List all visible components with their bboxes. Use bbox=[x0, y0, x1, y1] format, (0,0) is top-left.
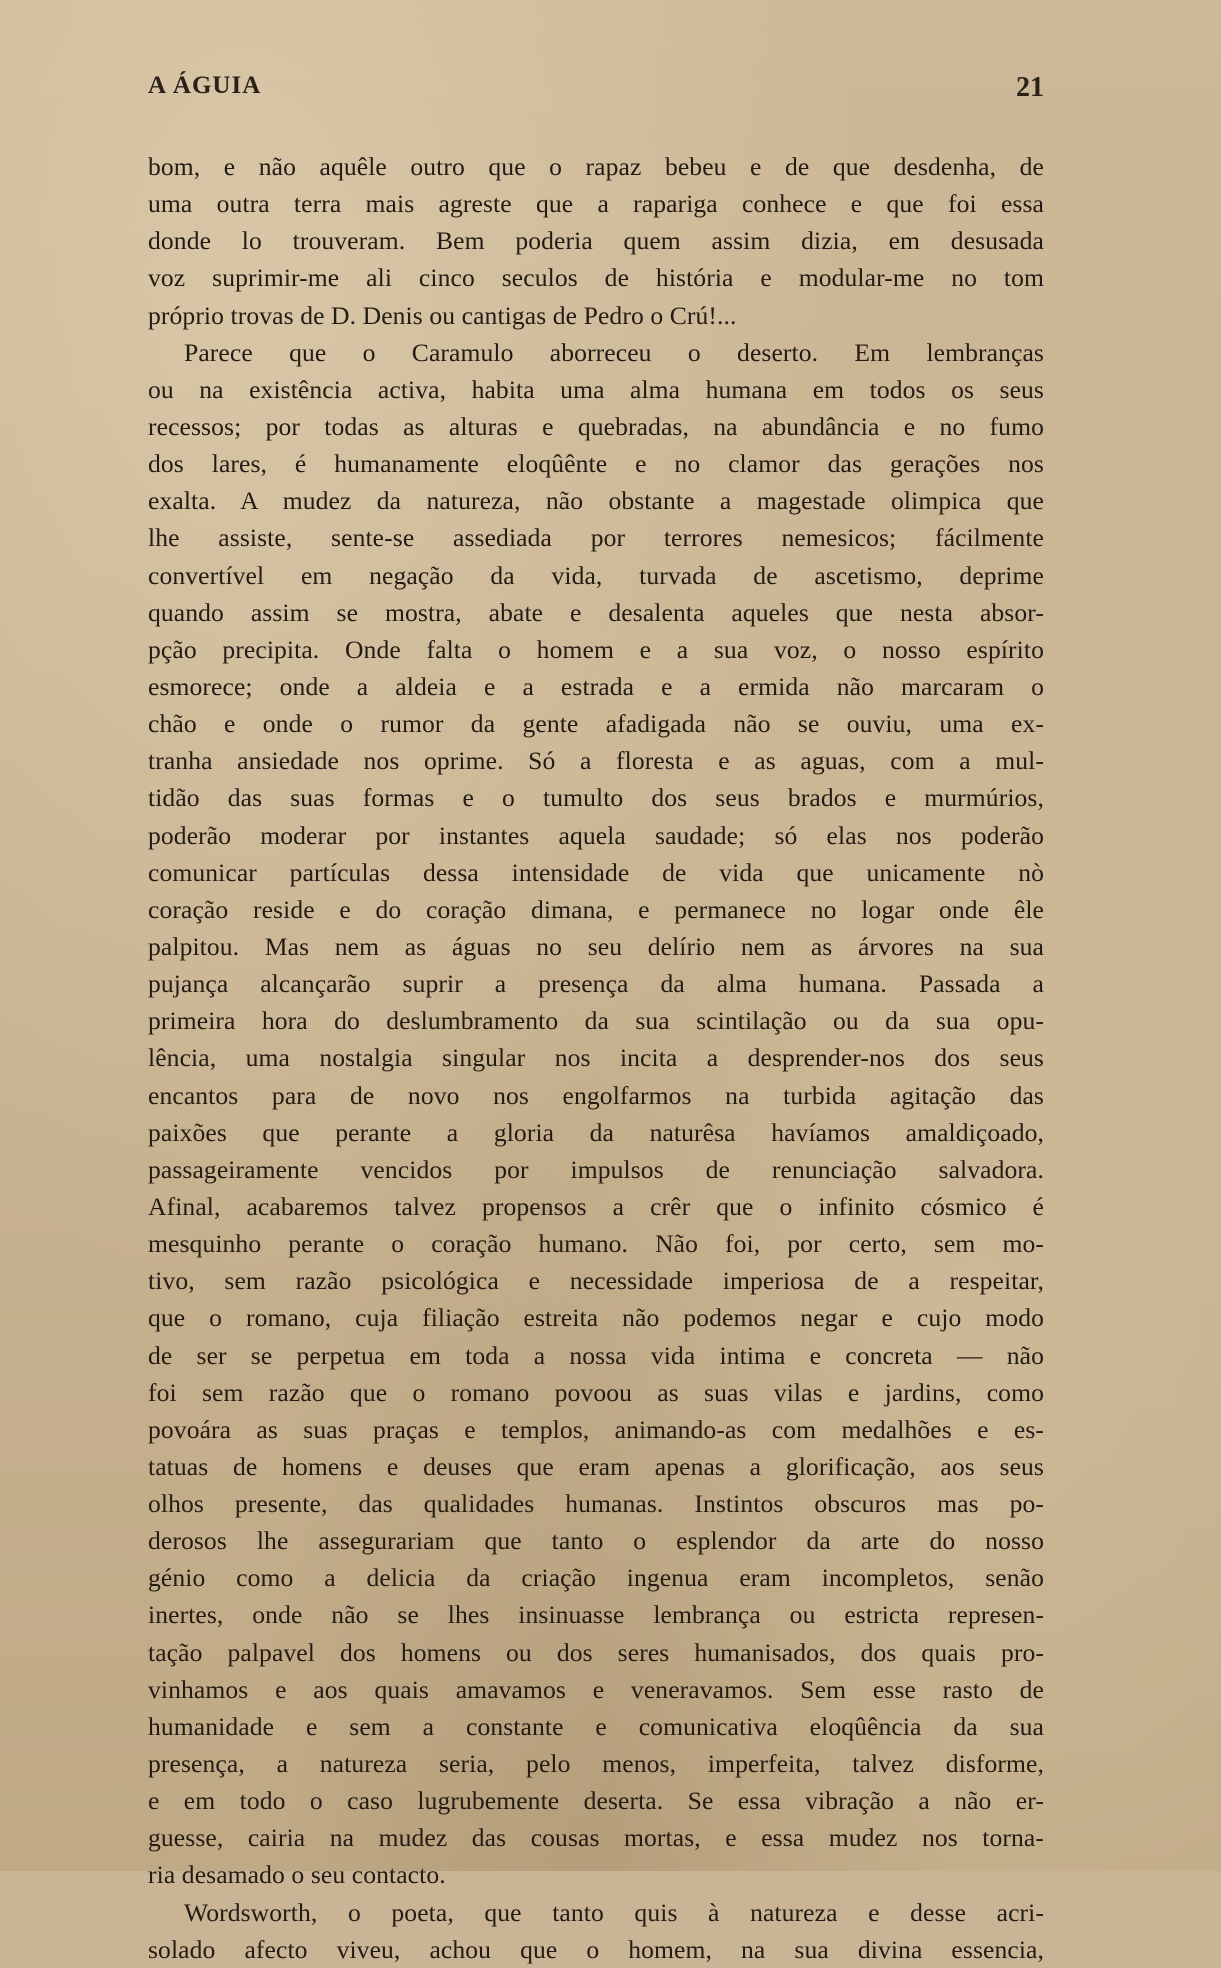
text-line: coração reside e do coração dimana, e permanece no logar onde êle bbox=[148, 894, 1044, 924]
text-line: passageiramente vencidos por impulsos de renunciação salvadora. bbox=[148, 1154, 1044, 1184]
text-line: primeira hora do deslumbramento da sua scintilação ou da sua opu- bbox=[148, 1006, 1044, 1036]
text-line: convertível em negação da vida, turvada de ascetismo, deprime bbox=[148, 560, 1044, 590]
text-line: paixões que perante a gloria da naturêsa havíamos amaldiçoado, bbox=[148, 1117, 1044, 1147]
text-line: tidão das suas formas e o tumulto dos seus brados e murmúrios, bbox=[148, 783, 1044, 813]
text-line: olhos presente, das qualidades humanas. Instintos obscuros mas po- bbox=[148, 1489, 1044, 1519]
text-line: tivo, sem razão psicológica e necessidade imperiosa de a respeitar, bbox=[148, 1266, 1044, 1296]
text-line: Afinal, acabaremos talvez propensos a crêr que o infinito cósmico é bbox=[148, 1191, 1044, 1221]
text-line: mesquinho perante o coração humano. Não foi, por certo, sem mo- bbox=[148, 1229, 1044, 1259]
text-line: encantos para de novo nos engolfarmos na turbida agitação das bbox=[148, 1080, 1044, 1110]
text-line: palpitou. Mas nem as águas no seu delírio nem as árvores na sua bbox=[148, 931, 1044, 961]
text-line: quando assim se mostra, abate e desalenta aqueles que nesta absor- bbox=[148, 597, 1044, 627]
text-line: presença, a natureza seria, pelo menos, imperfeita, talvez disforme, bbox=[148, 1749, 1044, 1779]
text-line: e em todo o caso lugrubemente deserta. Se essa vibração a não er- bbox=[148, 1786, 1044, 1816]
text-line: lhe assiste, sente-se assediada por terrores nemesicos; fácilmente bbox=[148, 523, 1044, 553]
text-line: donde lo trouveram. Bem poderia quem assim dizia, em desusada bbox=[148, 226, 1044, 256]
text-line: que o romano, cuja filiação estreita não podemos negar e cujo modo bbox=[148, 1303, 1044, 1333]
text-line: esmorece; onde a aldeia e a estrada e a ermida não marcaram o bbox=[148, 671, 1044, 701]
text-line: bom, e não aquêle outro que o rapaz bebeu e de que desdenha, de bbox=[148, 152, 1044, 181]
text-line: de ser se perpetua em toda a nossa vida intima e concreta — não bbox=[148, 1340, 1044, 1370]
text-line: vinhamos e aos quais amavamos e veneravamos. Sem esse rasto de bbox=[148, 1674, 1044, 1704]
running-title: A ÁGUIA bbox=[148, 72, 262, 99]
text-line: guesse, cairia na mudez das cousas mortas, e essa mudez nos torna- bbox=[148, 1823, 1044, 1853]
text-line: ria desamado o seu contacto. bbox=[148, 1860, 446, 1890]
text-line: lência, uma nostalgia singular nos incita a desprender-nos dos seus bbox=[148, 1043, 1044, 1073]
text-line: voz suprimir-me ali cinco seculos de história e modular-me no tom bbox=[148, 263, 1044, 293]
text-line: pção precipita. Onde falta o homem e a sua voz, o nosso espírito bbox=[148, 634, 1044, 664]
text-line: chão e onde o rumor da gente afadigada não se ouviu, uma ex- bbox=[148, 709, 1044, 739]
text-line: comunicar partículas dessa intensidade de vida que unicamente nò bbox=[148, 857, 1044, 887]
text-line: solado afecto viveu, achou que o homem, na sua divina essencia, bbox=[148, 1934, 1044, 1964]
text-line: pujança alcançarão suprir a presença da alma humana. Passada a bbox=[148, 969, 1044, 999]
text-line: inertes, onde não se lhes insinuasse lembrança ou estricta represen- bbox=[148, 1600, 1044, 1630]
text-line: derosos lhe assegurariam que tanto o esplendor da arte do nosso bbox=[148, 1526, 1044, 1556]
text-line: exalta. A mudez da natureza, não obstante a magestade olimpica que bbox=[148, 486, 1044, 516]
text-line: ou na existência activa, habita uma alma humana em todos os seus bbox=[148, 374, 1044, 404]
text-line: Wordsworth, o poeta, que tanto quis à natureza e desse acri- bbox=[184, 1897, 1044, 1927]
page-header bbox=[148, 72, 1044, 112]
text-line: dos lares, é humanamente eloqûênte e no clamor das gerações nos bbox=[148, 449, 1044, 479]
text-line: humanidade e sem a constante e comunicativa eloqûência da sua bbox=[148, 1711, 1044, 1741]
text-line: foi sem razão que o romano povoou as suas vilas e jardins, como bbox=[148, 1377, 1044, 1407]
text-line: génio como a delicia da criação ingenua eram incompletos, senão bbox=[148, 1563, 1044, 1593]
text-line: uma outra terra mais agreste que a rapariga conhece e que foi essa bbox=[148, 189, 1044, 219]
text-line: tranha ansiedade nos oprime. Só a floresta e as aguas, com a mul- bbox=[148, 746, 1044, 776]
page-number: 21 bbox=[1016, 72, 1044, 103]
text-line: povoára as suas praças e templos, animando-as com medalhões e es- bbox=[148, 1414, 1044, 1444]
text-line: poderão moderar por instantes aquela saudade; só elas nos poderão bbox=[148, 820, 1044, 850]
text-line: tatuas de homens e deuses que eram apenas a glorificação, aos seus bbox=[148, 1451, 1044, 1481]
body-text bbox=[148, 148, 1044, 1968]
text-line: próprio trovas de D. Denis ou cantigas de Pedro o Crú!... bbox=[148, 300, 737, 330]
text-line: Parece que o Caramulo aborreceu o deserto. Em lembranças bbox=[184, 337, 1044, 367]
text-line: tação palpavel dos homens ou dos seres humanisados, dos quais pro- bbox=[148, 1637, 1044, 1667]
text-line: recessos; por todas as alturas e quebradas, na abundância e no fumo bbox=[148, 411, 1044, 441]
